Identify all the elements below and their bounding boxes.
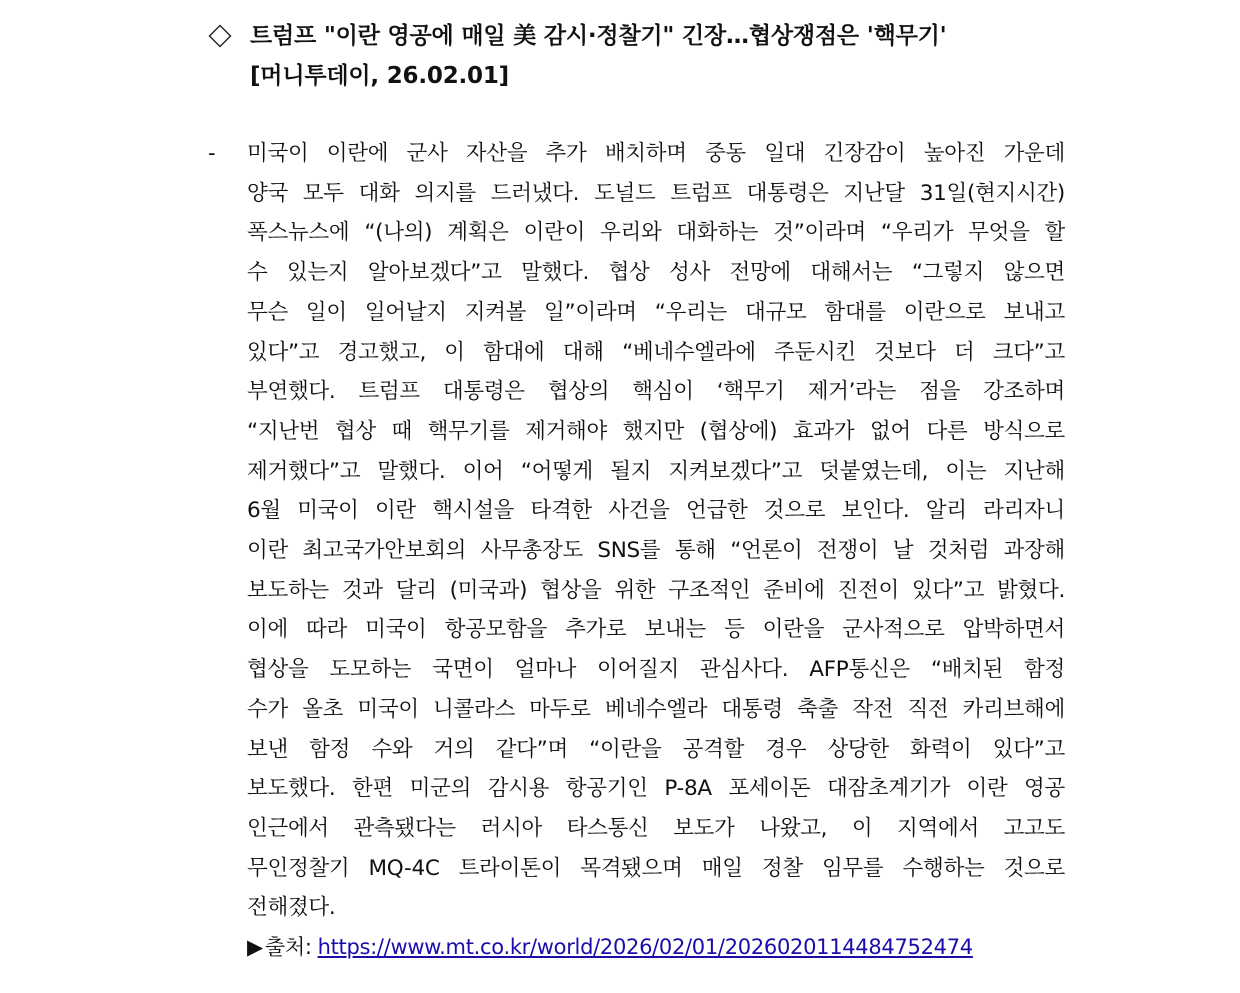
- body-line: “지난번 협상 때 핵무기를 제거해야 했지만 (협상에) 효과가 없어 다른 방식으로: [247, 418, 1065, 444]
- body-line: 부연했다. 트럼프 대통령은 협상의 핵심이 ‘핵무기 제거’라는 점을 강조하며: [247, 379, 1065, 405]
- title-line: 트럼프 "이란 영공에 매일 美 감시·정찰기" 긴장…협상쟁점은 '핵무기': [250, 23, 947, 49]
- body-line: 제거했다”고 말했다. 이어 “어떻게 될지 지켜보겠다”고 덧붙였는데, 이는 지난해: [247, 458, 1065, 484]
- list-dash: -: [208, 141, 216, 165]
- body-line: 6월 미국이 이란 핵시설을 타격한 사건을 언급한 것으로 보인다. 알리 라리자니: [247, 498, 1065, 524]
- body-line: 있다”고 경고했고, 이 함대에 대해 “베네수엘라에 주둔시킨 것보다 더 크다”고: [247, 339, 1065, 365]
- diamond-outline-icon: [208, 24, 232, 48]
- body-line: 협상을 도모하는 국면이 얼마나 이어질지 관심사다. AFP통신은 “배치된 함정: [247, 657, 1065, 683]
- source-label: 출처:: [264, 935, 312, 959]
- article-title: [250, 16, 1110, 96]
- body-line: 보도하는 것과 달리 (미국과) 협상을 위한 구조적인 준비에 진전이 있다”고 밝혔다.: [247, 577, 1065, 603]
- body-line: 무슨 일이 일어날지 지켜볼 일”이라며 “우리는 대규모 함대를 이란으로 보내고: [247, 299, 1065, 325]
- body-line: 양국 모두 대화 의지를 드러냈다. 도널드 트럼프 대통령은 지난달 31일(현지시간): [247, 180, 1065, 206]
- play-arrow-icon: ▶: [247, 935, 263, 959]
- body-line: 미국이 이란에 군사 자산을 추가 배치하며 중동 일대 긴장감이 높아진 가운데: [247, 141, 1065, 166]
- body-line: 이에 따라 미국이 항공모함을 추가로 보내는 등 이란을 군사적으로 압박하면서: [247, 617, 1065, 643]
- body-line: 인근에서 관측됐다는 러시아 타스통신 보도가 나왔고, 이 지역에서 고고도: [247, 815, 1065, 841]
- source-line: [247, 929, 973, 965]
- source-link[interactable]: https://www.mt.co.kr/world/2026/02/01/2026020114484752474: [317, 935, 973, 959]
- body-line: 수가 올초 미국이 니콜라스 마두로 베네수엘라 대통령 축출 작전 직전 카리브해에: [247, 696, 1065, 722]
- body-line: 이란 최고국가안보회의 사무총장도 SNS를 통해 “언론이 전쟁이 날 것처럼 과장해: [247, 538, 1065, 564]
- body-line: 폭스뉴스에 “(나의) 계획은 이란이 우리와 대화하는 것”이라며 “우리가 무엇을 할: [247, 220, 1065, 246]
- title-source-line: [머니투데이, 26.02.01]: [250, 63, 509, 89]
- body-line: 수 있는지 알아보겠다”고 말했다. 협상 성사 전망에 대해서는 “그렇지 않으면: [247, 260, 1065, 286]
- article-body: [247, 134, 1065, 928]
- body-line: 보낸 함정 수와 거의 같다”며 “이란을 공격할 경우 상당한 화력이 있다”고: [247, 736, 1065, 762]
- body-line: 전해졌다.: [247, 895, 336, 921]
- body-line: 무인정찰기 MQ-4C 트라이톤이 목격됐으며 매일 정찰 임무를 수행하는 것으로: [247, 855, 1065, 881]
- body-line: 보도했다. 한편 미군의 감시용 항공기인 P-8A 포세이돈 대잠초계기가 이란 영공: [247, 776, 1065, 802]
